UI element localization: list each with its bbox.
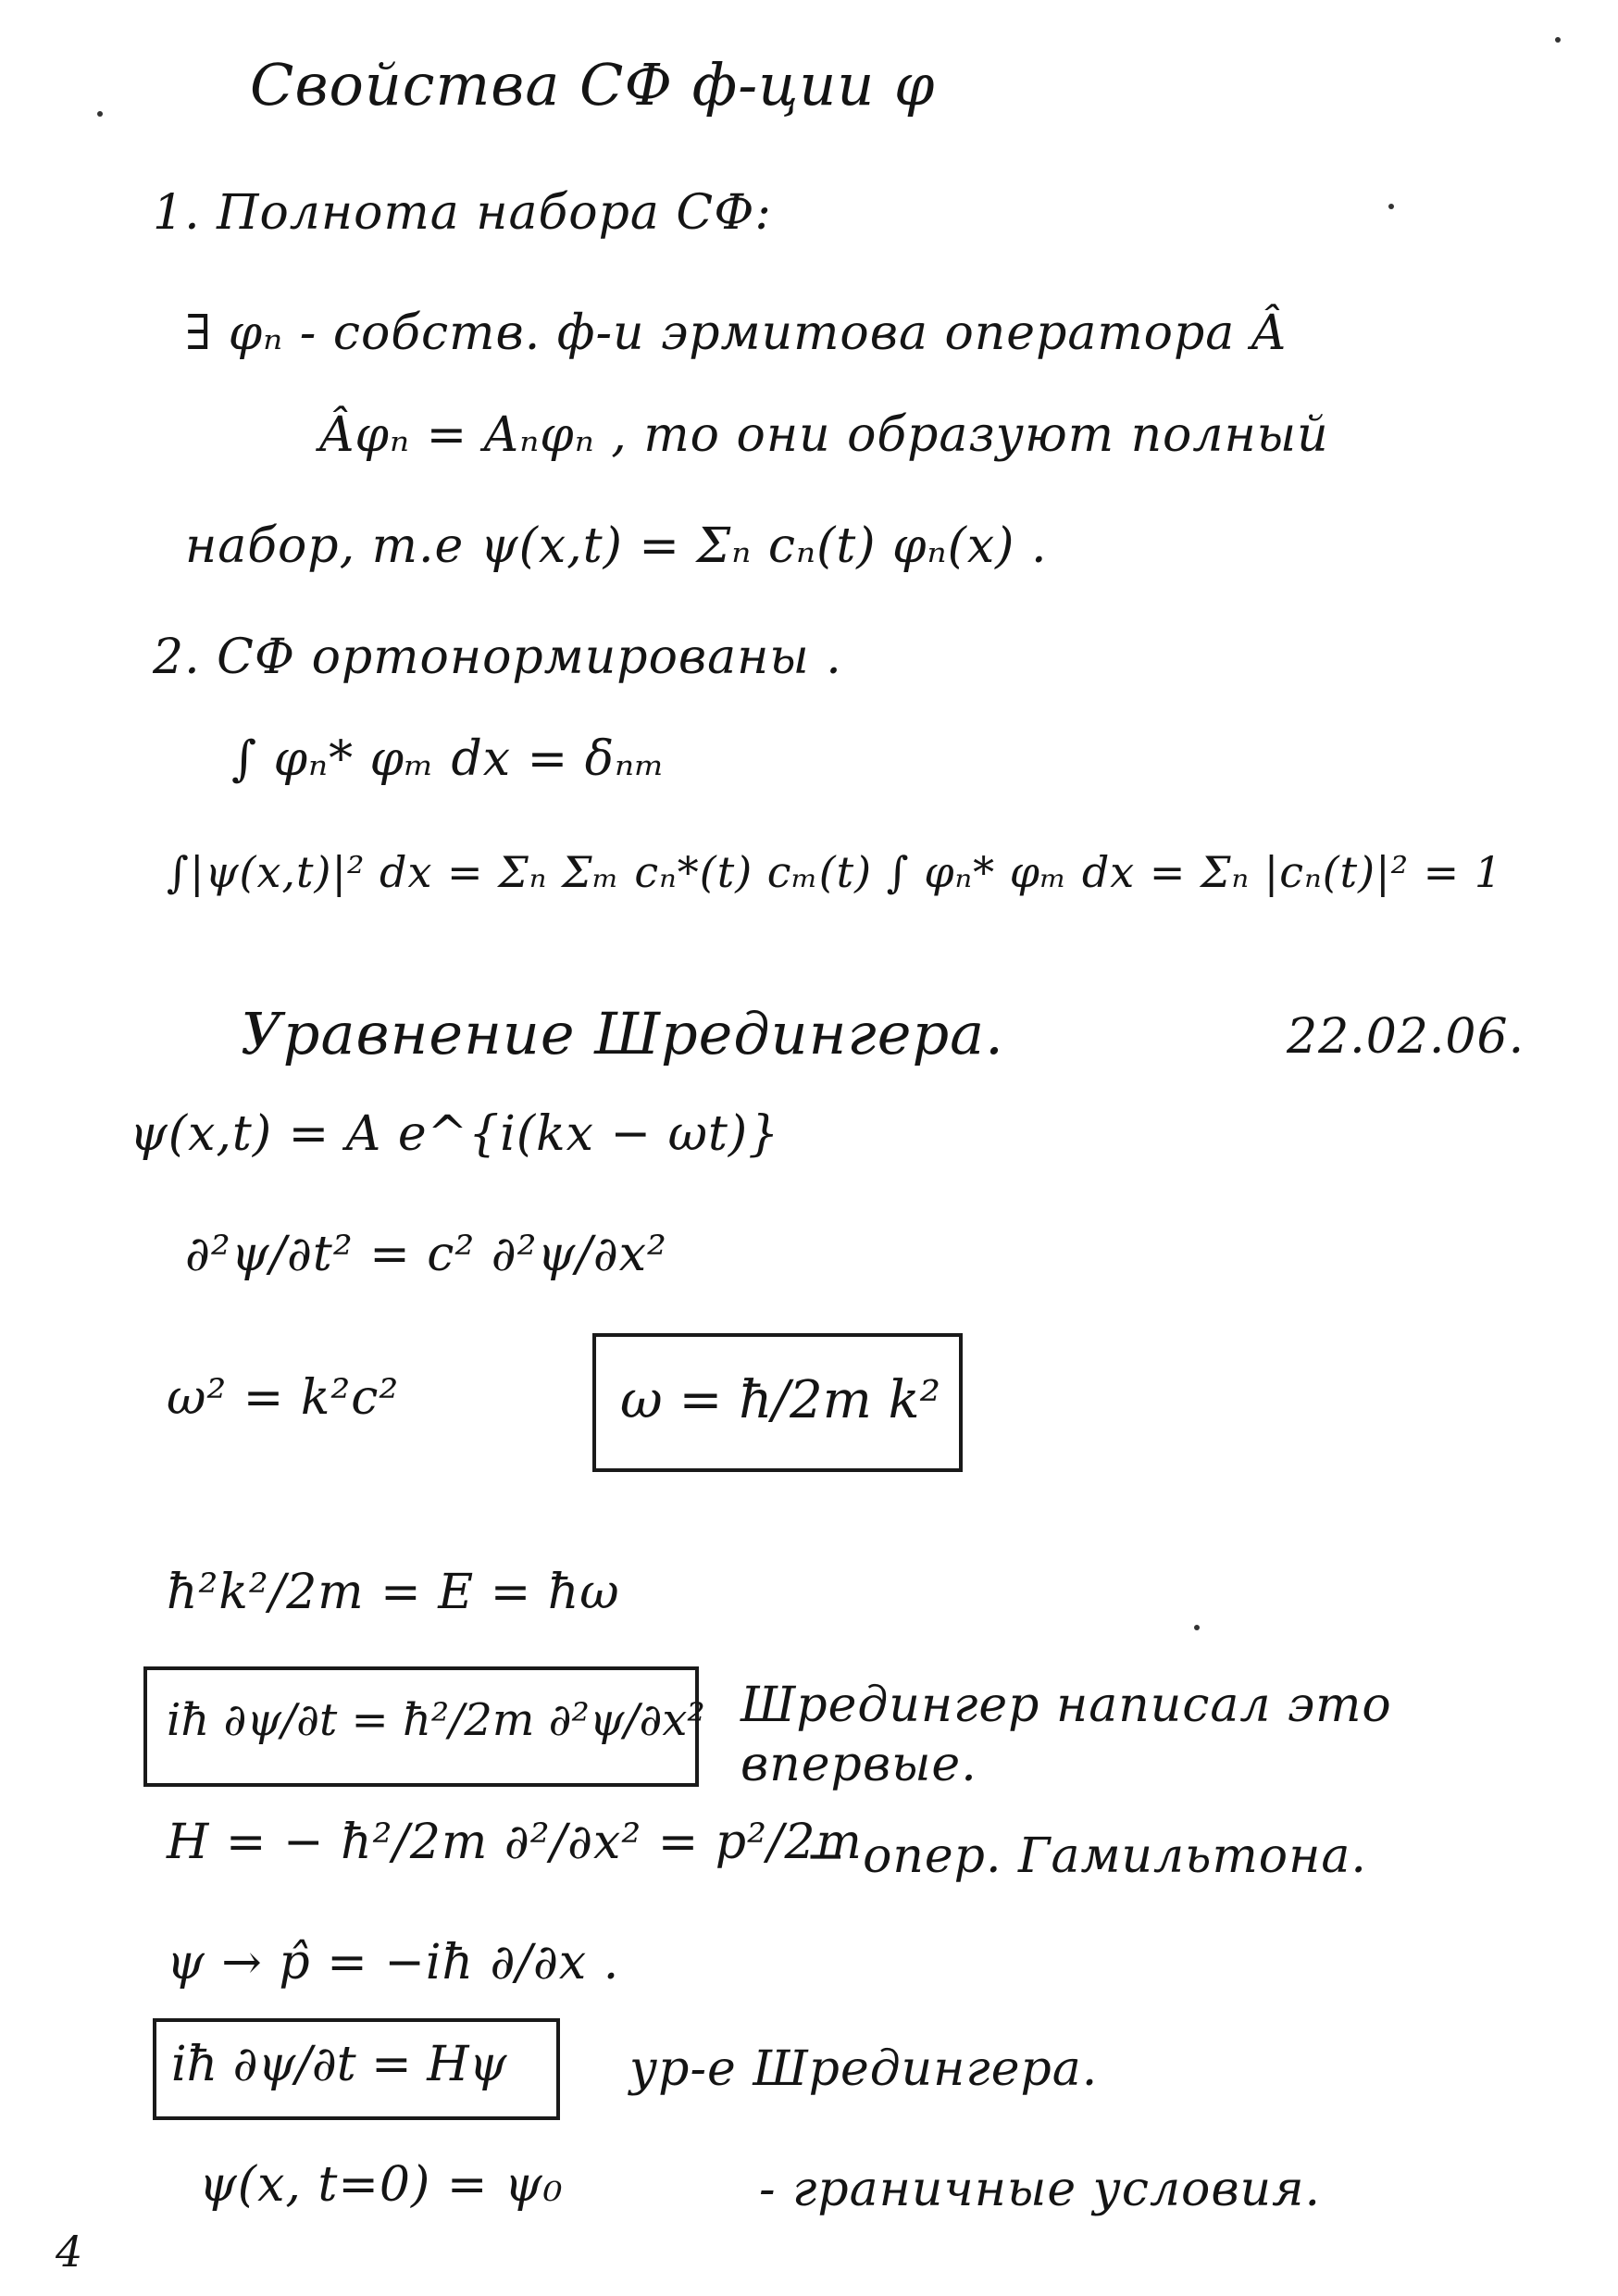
item2-normalization: ∫|ψ(x,t)|² dx = Σₙ Σₘ cₙ*(t) cₘ(t) ∫ φₙ* φₘ dx = Σₙ |cₙ(t)|² = 1 (167, 847, 1503, 897)
energy-relation: ħ²k²/2m = E = ħω (167, 1565, 620, 1620)
item2-title: 2. СФ ортонормированы . (153, 630, 842, 685)
boxed-schrodinger: iħ ∂ψ/∂t = Hψ (171, 2037, 507, 2092)
schrodinger-note: ур-е Шредингера. (629, 2041, 1099, 2097)
scan-speck (97, 111, 103, 117)
momentum-operator: ψ → p̂ = −iħ ∂/∂x . (167, 1935, 620, 1990)
wave-function: ψ(x,t) = A e^{i(kx − ωt)} (130, 1106, 780, 1162)
heading-schrodinger: Уравнение Шредингера. (241, 1000, 1004, 1067)
scan-speck (1388, 204, 1394, 209)
hamiltonian: H = − ħ²/2m ∂²/∂x² = p²/2m (167, 1815, 863, 1870)
item1-text-a: ∃ φₙ - собств. ф-и эрмитова оператора Â (185, 306, 1288, 361)
item1-text-b: Âφₙ = Aₙφₙ , то они образуют полный (319, 407, 1329, 463)
initial-condition: ψ(x, t=0) = ψ₀ (199, 2157, 564, 2213)
note-first: Шредингер написал это впервые. (741, 1678, 1392, 1792)
item1-text-c: набор, т.е ψ(x,t) = Σₙ cₙ(t) φₙ(x) . (185, 518, 1048, 574)
scan-speck (1194, 1625, 1200, 1630)
dispersion: ω² = k²c² (167, 1370, 400, 1426)
initial-note: - граничные условия. (759, 2162, 1322, 2217)
boxed-free-schrodinger: iħ ∂ψ/∂t = ħ²/2m ∂²ψ/∂x² (167, 1694, 705, 1746)
heading-properties: Свойства СФ ф-ции φ (250, 51, 936, 119)
page-marker: 4 (56, 2227, 84, 2277)
hamiltonian-note: − опер. Гамильтона. (805, 1828, 1367, 1884)
wave-equation: ∂²ψ/∂t² = c² ∂²ψ/∂x² (185, 1227, 667, 1282)
item1-title: 1. Полнота набора СФ: (153, 185, 772, 241)
scan-speck (1555, 37, 1561, 43)
item2-formula: ∫ φₙ* φₘ dx = δₙₘ (231, 731, 666, 787)
boxed-dispersion: ω = ħ/2m k² (620, 1370, 941, 1430)
date: 22.02.06. (1287, 1009, 1525, 1065)
